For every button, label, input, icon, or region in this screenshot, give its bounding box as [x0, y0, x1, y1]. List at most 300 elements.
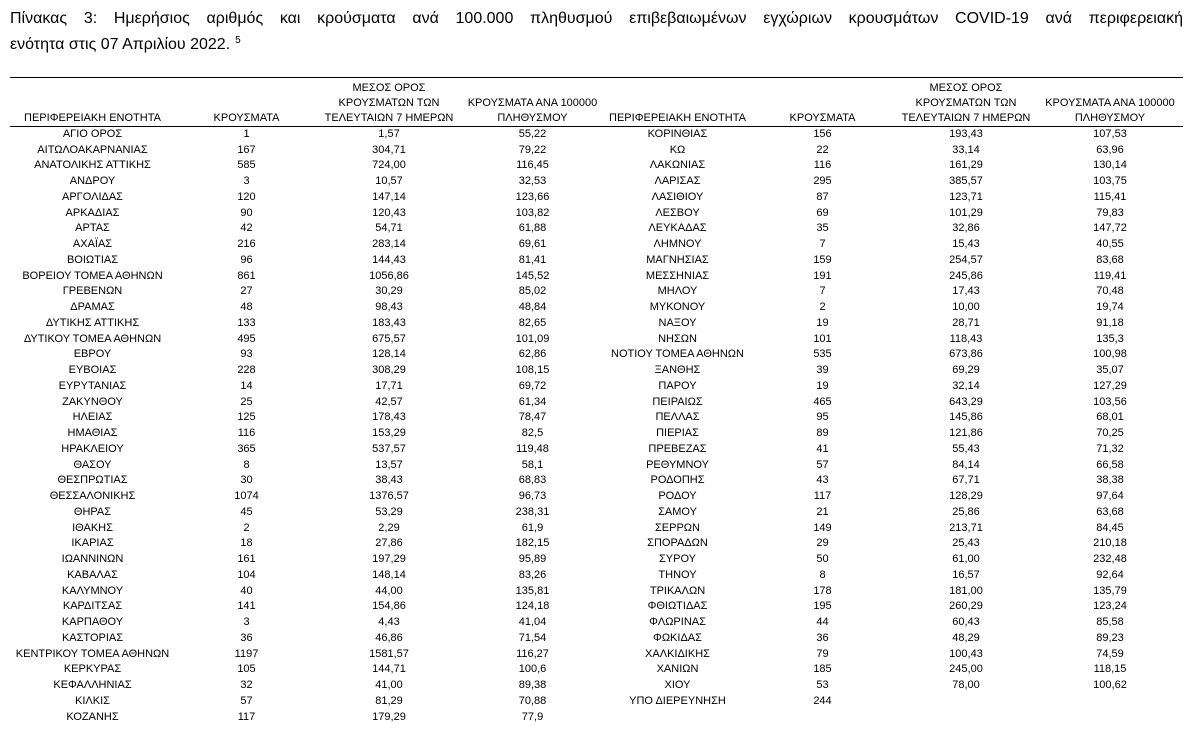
right-per100k-cell: 103,56 — [1093, 395, 1127, 408]
left-avg7-cell: 98,43 — [375, 301, 403, 314]
right-region-cell: ΡΟΔΟΥ — [658, 490, 697, 503]
left-region-cell: ΚΕΡΚΥΡΑΣ — [63, 663, 122, 676]
right-cases-cell: 8 — [819, 568, 826, 581]
left-avg7-cell: 183,43 — [372, 316, 406, 329]
left-avg7-cell: 128,14 — [372, 348, 406, 361]
right-per100k-cell: 123,24 — [1093, 600, 1127, 613]
left-avg7-cell: 178,43 — [372, 411, 406, 424]
table-row — [10, 662, 1183, 678]
left-per100k-cell: 69,61 — [518, 238, 547, 251]
table-row — [10, 174, 1183, 190]
right-region-cell: ΠΡΕΒΕΖΑΣ — [648, 442, 707, 455]
left-region-cell: ΙΚΑΡΙΑΣ — [71, 537, 114, 550]
right-per100k-cell: 107,53 — [1093, 128, 1127, 141]
right-per100k-cell: 35,07 — [1096, 364, 1124, 377]
right-avg7-cell: 78,00 — [952, 679, 980, 692]
right-avg7-cell: 69,29 — [952, 364, 980, 377]
right-avg7-cell: 145,86 — [949, 411, 983, 424]
left-per100k-cell: 89,38 — [518, 679, 547, 692]
right-region-cell: ΜΗΛΟΥ — [657, 285, 698, 298]
right-region-cell: ΞΑΝΘΗΣ — [654, 364, 701, 377]
right-avg7-cell: 55,43 — [952, 442, 980, 455]
right-per100k-cell: 38,38 — [1096, 474, 1124, 487]
right-header-per100k: ΚΡΟΥΣΜΑΤΑ ΑΝΑ 100000 ΠΛΗΘΥΣΜΟΥ — [1045, 97, 1175, 124]
left-region-cell: ΓΡΕΒΕΝΩΝ — [62, 285, 123, 298]
right-avg7-cell: 260,29 — [949, 600, 983, 613]
left-avg7-cell: 44,00 — [375, 584, 403, 597]
right-avg7-cell: 25,43 — [952, 537, 980, 550]
right-per100k-cell: 74,59 — [1096, 647, 1124, 660]
table-row — [10, 347, 1183, 363]
left-avg7-cell: 30,29 — [375, 285, 403, 298]
right-per100k-cell: 70,48 — [1096, 285, 1124, 298]
right-per100k-cell: 118,15 — [1093, 663, 1127, 676]
right-region-cell: ΡΕΘΥΜΝΟΥ — [646, 458, 709, 471]
table-row — [10, 379, 1183, 395]
right-region-cell: ΥΠΟ ΔΙΕΡΕΥΝΗΣΗ — [629, 694, 726, 707]
right-region-cell: ΚΟΡΙΝΘΙΑΣ — [647, 128, 708, 141]
right-per100k-cell: 135,79 — [1093, 584, 1127, 597]
left-per100k-cell: 101,09 — [515, 332, 550, 345]
left-cases-cell: 30 — [240, 474, 253, 487]
right-per100k-cell: 92,64 — [1096, 568, 1124, 581]
left-header-region: ΠΕΡΙΦΕΡΕΙΑΚΗ ΕΝΟΤΗΤΑ — [24, 112, 161, 124]
left-cases-cell: 48 — [240, 301, 253, 314]
left-per100k-cell: 61,88 — [518, 222, 547, 235]
right-per100k-cell: 100,62 — [1093, 679, 1127, 692]
right-region-cell: ΣΠΟΡΑΔΩΝ — [647, 537, 708, 550]
left-cases-cell: 3 — [243, 175, 250, 188]
left-per100k-cell: 116,45 — [516, 159, 549, 172]
left-avg7-cell: 724,00 — [372, 159, 406, 172]
caption-line-2: ενότητα στις 07 Απριλίου 2022. — [10, 36, 231, 53]
right-avg7-cell: 100,43 — [949, 647, 983, 660]
right-avg7-cell: 61,00 — [952, 553, 980, 566]
left-region-cell: ΒΟΡΕΙΟΥ ΤΟΜΕΑ ΑΘΗΝΩΝ — [22, 269, 163, 282]
left-per100k-cell: 77,9 — [521, 710, 544, 723]
left-avg7-cell: 308,29 — [372, 364, 406, 377]
left-cases-cell: 1074 — [234, 490, 259, 503]
right-per100k-cell: 83,68 — [1096, 253, 1124, 266]
left-region-cell: ΘΕΣΠΡΩΤΙΑΣ — [57, 474, 128, 487]
table-row — [10, 694, 1183, 710]
right-cases-cell: 191 — [813, 269, 832, 282]
left-region-cell: ΕΥΡΥΤΑΝΙΑΣ — [58, 379, 127, 392]
right-per100k-cell: 79,83 — [1096, 206, 1124, 219]
table-row — [10, 394, 1183, 410]
left-avg7-cell: 283,14 — [372, 238, 406, 251]
right-region-cell: ΛΕΣΒΟΥ — [655, 206, 700, 219]
right-region-cell: ΛΑΚΩΝΙΑΣ — [649, 159, 706, 172]
right-per100k-cell — [1037, 694, 1183, 710]
left-per100k-cell: 71,54 — [518, 631, 547, 644]
left-cases-cell: 105 — [237, 663, 256, 676]
right-avg7-cell: 121,86 — [949, 427, 983, 440]
right-region-cell: ΠΑΡΟΥ — [658, 379, 697, 392]
left-per100k-cell: 41,04 — [518, 616, 547, 629]
left-per100k-cell: 123,66 — [515, 190, 550, 203]
right-per100k-cell: 103,75 — [1093, 175, 1127, 188]
left-cases-cell: 96 — [240, 253, 253, 266]
table-body — [10, 127, 1183, 726]
right-avg7-cell: 60,43 — [952, 616, 980, 629]
right-avg7-cell: 118,43 — [949, 332, 983, 345]
right-avg7-cell — [895, 694, 1037, 710]
right-region-cell: ΜΕΣΣΗΝΙΑΣ — [645, 269, 710, 282]
footnote-reference: 5 — [235, 34, 241, 46]
table-row — [10, 568, 1183, 584]
right-avg7-cell: 10,00 — [952, 301, 980, 314]
left-per100k-cell: 238,31 — [515, 505, 550, 518]
right-per100k-cell: 85,58 — [1096, 616, 1124, 629]
left-cases-cell: 36 — [240, 631, 253, 644]
table-row — [10, 253, 1183, 269]
right-avg7-cell: 245,00 — [949, 663, 983, 676]
right-per100k-cell: 40,55 — [1096, 238, 1124, 251]
right-avg7-cell: 101,29 — [949, 206, 983, 219]
right-per100k-cell: 147,72 — [1093, 222, 1127, 235]
right-cases-cell: 2 — [819, 301, 826, 314]
left-cases-cell: 32 — [240, 679, 253, 692]
left-region-cell: ΖΑΚΥΝΘΟΥ — [62, 395, 123, 408]
right-cases-cell: 89 — [816, 427, 829, 440]
left-region-cell: ΑΧΑΪΑΣ — [72, 238, 113, 251]
right-region-cell: ΠΕΛΛΑΣ — [655, 411, 700, 424]
right-avg7-cell: 213,71 — [949, 521, 983, 534]
left-per100k-cell: 32,53 — [518, 175, 547, 188]
right-per100k-cell: 119,41 — [1093, 269, 1127, 282]
left-region-cell: ΑΝΑΤΟΛΙΚΗΣ ΑΤΤΙΚΗΣ — [34, 159, 151, 172]
left-region-cell: ΚΙΛΚΙΣ — [75, 694, 110, 707]
left-avg7-cell: 120,43 — [372, 206, 406, 219]
left-per100k-cell: 62,86 — [518, 348, 547, 361]
table-row — [10, 457, 1183, 473]
left-per100k-cell: 100,6 — [518, 663, 547, 676]
left-per100k-cell: 108,15 — [515, 364, 550, 377]
left-cases-cell: 228 — [237, 364, 256, 377]
right-per100k-cell: 89,23 — [1096, 631, 1124, 644]
right-region-cell: ΠΕΙΡΑΙΩΣ — [652, 395, 703, 408]
right-avg7-cell: 181,00 — [949, 584, 983, 597]
left-cases-cell: 495 — [237, 332, 256, 345]
right-region-cell: ΛΑΡΙΣΑΣ — [654, 175, 701, 188]
left-region-cell: ΙΩΑΝΝΙΝΩΝ — [61, 553, 124, 566]
left-avg7-cell: 53,29 — [375, 505, 403, 518]
right-avg7-cell: 15,43 — [952, 238, 980, 251]
left-cases-cell: 365 — [237, 442, 256, 455]
left-region-cell: ΔΥΤΙΚΗΣ ΑΤΤΙΚΗΣ — [45, 316, 140, 329]
left-cases-cell: 133 — [237, 316, 256, 329]
left-per100k-cell: 83,26 — [518, 568, 547, 581]
table-row — [10, 709, 1183, 725]
left-cases-cell: 167 — [237, 143, 256, 156]
right-region-cell: ΤΡΙΚΑΛΩΝ — [649, 584, 706, 597]
left-region-cell: ΗΡΑΚΛΕΙΟΥ — [61, 442, 124, 455]
right-per100k-cell: 71,32 — [1096, 442, 1124, 455]
left-cases-cell: 14 — [240, 379, 253, 392]
right-avg7-cell: 32,86 — [952, 222, 980, 235]
table-row — [10, 205, 1183, 221]
right-per100k-cell: 91,18 — [1096, 316, 1124, 329]
right-avg7-cell: 17,43 — [952, 285, 980, 298]
left-per100k-cell: 182,15 — [515, 537, 550, 550]
left-avg7-cell: 144,43 — [372, 253, 406, 266]
right-avg7-cell: 643,29 — [949, 395, 983, 408]
right-cases-cell: 7 — [819, 238, 826, 251]
right-header-avg7: ΜΕΣΟΣ ΟΡΟΣ ΚΡΟΥΣΜΑΤΩΝ ΤΩΝ ΤΕΛΕΥΤΑΙΩΝ 7 ΗΜΕΡΩΝ — [901, 82, 1031, 124]
left-per100k-cell: 61,34 — [518, 395, 547, 408]
left-per100k-cell: 96,73 — [518, 490, 547, 503]
left-avg7-cell: 46,86 — [375, 631, 403, 644]
left-avg7-cell: 1376,57 — [369, 490, 409, 503]
left-per100k-cell: 135,81 — [515, 584, 550, 597]
table-row — [10, 142, 1183, 158]
right-per100k-cell: 68,01 — [1096, 411, 1124, 424]
left-header-cases: ΚΡΟΥΣΜΑΤΑ — [213, 112, 280, 124]
right-cases-cell: 57 — [816, 458, 829, 471]
right-cases-cell: 35 — [816, 222, 829, 235]
table-row — [10, 599, 1183, 615]
left-per100k-cell: 78,47 — [518, 411, 547, 424]
right-cases-cell: 149 — [813, 521, 832, 534]
right-avg7-cell: 84,14 — [952, 458, 980, 471]
right-cases-cell: 44 — [816, 616, 829, 629]
table-row — [10, 237, 1183, 253]
right-cases-cell: 29 — [816, 537, 829, 550]
left-cases-cell: 216 — [237, 238, 256, 251]
right-cases-cell: 185 — [813, 663, 832, 676]
left-avg7-cell: 153,29 — [372, 427, 406, 440]
right-cases-cell: 117 — [813, 490, 832, 503]
left-region-cell: ΘΑΣΟΥ — [73, 458, 112, 471]
left-cases-cell: 1 — [243, 128, 250, 141]
right-cases-cell: 50 — [816, 553, 829, 566]
left-per100k-cell: 85,02 — [518, 285, 547, 298]
left-region-cell: ΑΓΙΟ ΟΡΟΣ — [62, 128, 123, 141]
right-cases-cell: 43 — [816, 474, 829, 487]
right-cases-cell: 87 — [816, 190, 829, 203]
left-cases-cell: 93 — [240, 348, 253, 361]
right-region-cell: ΣΑΜΟΥ — [658, 505, 697, 518]
left-per100k-cell: 103,82 — [515, 206, 550, 219]
left-cases-cell: 585 — [237, 159, 256, 172]
left-cases-cell: 161 — [237, 553, 256, 566]
right-cases-cell: 101 — [813, 332, 832, 345]
right-cases-cell: 36 — [816, 631, 829, 644]
right-avg7-cell: 123,71 — [949, 190, 983, 203]
table-row — [10, 127, 1183, 143]
right-avg7-cell: 161,29 — [949, 159, 983, 172]
right-cases-cell: 19 — [816, 379, 829, 392]
right-cases-cell: 69 — [816, 206, 829, 219]
left-per100k-cell: 55,22 — [518, 128, 547, 141]
table-row — [10, 268, 1183, 284]
left-region-cell: ΗΜΑΘΙΑΣ — [67, 427, 118, 440]
right-cases-cell: 53 — [816, 679, 829, 692]
right-cases-cell: 535 — [813, 348, 832, 361]
left-avg7-cell: 179,29 — [372, 710, 406, 723]
left-cases-cell: 125 — [237, 411, 256, 424]
table-row — [10, 520, 1183, 536]
left-cases-cell: 40 — [240, 584, 253, 597]
right-region-cell: ΝΟΤΙΟΥ ΤΟΜΕΑ ΑΘΗΝΩΝ — [611, 348, 744, 361]
right-per100k-cell: 63,96 — [1096, 143, 1124, 156]
right-cases-cell: 39 — [816, 364, 829, 377]
right-per100k-cell: 70,25 — [1096, 427, 1124, 440]
left-cases-cell: 42 — [240, 222, 253, 235]
left-cases-cell: 861 — [237, 269, 256, 282]
left-avg7-cell: 10,57 — [375, 175, 403, 188]
left-cases-cell: 2 — [243, 521, 250, 534]
right-avg7-cell: 28,71 — [952, 316, 980, 329]
caption-line-1: Πίνακας 3: Ημερήσιος αριθμός και κρούσματα ανά 100.000 πληθυσμού επιβεβαιωμένων εγχώριων κρουσμάτων COVID-19 ανά περιφερειακή — [10, 10, 1183, 27]
table-row — [10, 363, 1183, 379]
left-per100k-cell: 48,84 — [518, 301, 547, 314]
left-cases-cell: 116 — [237, 427, 256, 440]
table-row — [10, 300, 1183, 316]
right-per100k-cell: 115,41 — [1093, 190, 1127, 203]
left-cases-cell: 1197 — [234, 647, 259, 660]
right-avg7-cell: 67,71 — [952, 474, 980, 487]
left-avg7-cell: 154,86 — [372, 600, 406, 613]
right-per100k-cell: 135,3 — [1096, 332, 1124, 345]
right-region-cell: ΦΛΩΡΙΝΑΣ — [649, 616, 706, 629]
table-row — [10, 284, 1183, 300]
table-row — [10, 631, 1183, 647]
left-region-cell: ΑΙΤΩΛΟΑΚΑΡΝΑΝΙΑΣ — [37, 143, 148, 156]
caption-line-2-wrapper — [10, 32, 1183, 58]
right-region-cell: ΣΥΡΟΥ — [658, 553, 696, 566]
left-avg7-cell: 148,14 — [372, 568, 406, 581]
right-cases-cell: 295 — [813, 175, 832, 188]
table-row — [10, 489, 1183, 505]
table-row — [10, 158, 1183, 174]
left-per100k-cell: 82,65 — [518, 316, 547, 329]
right-avg7-cell: 32,14 — [952, 379, 980, 392]
left-region-cell: ΕΥΒΟΙΑΣ — [68, 364, 117, 377]
right-region-cell: ΝΗΣΩΝ — [658, 332, 697, 345]
left-cases-cell: 117 — [237, 710, 256, 723]
table-row — [10, 473, 1183, 489]
left-region-cell: ΚΑΡΠΑΘΟΥ — [61, 616, 124, 629]
right-per100k-cell: 97,64 — [1096, 490, 1124, 503]
left-cases-cell: 27 — [240, 285, 253, 298]
left-region-cell: ΑΡΓΟΛΙΔΑΣ — [62, 190, 123, 203]
right-cases-cell: 41 — [816, 442, 829, 455]
right-region-cell: ΧΙΟΥ — [664, 679, 691, 692]
left-per100k-cell: 145,52 — [515, 269, 550, 282]
left-avg7-cell: 2,29 — [378, 521, 400, 534]
right-cases-cell: 19 — [816, 316, 829, 329]
right-cases-cell: 21 — [816, 505, 829, 518]
right-header-cases: ΚΡΟΥΣΜΑΤΑ — [789, 112, 856, 124]
right-per100k-cell: 84,45 — [1096, 521, 1124, 534]
right-avg7-cell: 25,86 — [952, 505, 980, 518]
left-avg7-cell: 27,86 — [375, 537, 403, 550]
left-cases-cell: 57 — [240, 694, 253, 707]
right-per100k-cell: 232,48 — [1093, 553, 1127, 566]
left-cases-cell: 90 — [240, 206, 253, 219]
right-per100k-cell: 66,58 — [1096, 458, 1124, 471]
right-avg7-cell: 673,86 — [949, 348, 983, 361]
left-region-cell: ΚΑΡΔΙΤΣΑΣ — [62, 600, 123, 613]
right-header-region: ΠΕΡΙΦΕΡΕΙΑΚΗ ΕΝΟΤΗΤΑ — [609, 112, 746, 124]
left-region-cell: ΚΕΝΤΡΙΚΟΥ ΤΟΜΕΑ ΑΘΗΝΩΝ — [15, 647, 170, 660]
table-row — [10, 552, 1183, 568]
right-per100k-cell: 127,29 — [1093, 379, 1127, 392]
right-cases-cell: 195 — [813, 600, 832, 613]
left-cases-cell: 120 — [237, 190, 256, 203]
right-per100k-cell — [1037, 709, 1183, 725]
right-region-cell: ΜΥΚΟΝΟΥ — [649, 301, 706, 314]
table-row — [10, 678, 1183, 694]
left-cases-cell: 45 — [240, 505, 253, 518]
right-region-cell: ΦΩΚΙΔΑΣ — [653, 631, 702, 644]
right-cases-cell: 7 — [819, 285, 826, 298]
left-avg7-cell: 675,57 — [372, 332, 406, 345]
left-avg7-cell: 54,71 — [375, 222, 403, 235]
right-per100k-cell: 210,18 — [1093, 537, 1127, 550]
left-avg7-cell: 144,71 — [372, 663, 406, 676]
table-row — [10, 190, 1183, 206]
left-region-cell: ΘΕΣΣΑΛΟΝΙΚΗΣ — [49, 490, 136, 503]
left-per100k-cell: 79,22 — [518, 143, 547, 156]
right-region-cell: ΠΙΕΡΙΑΣ — [656, 427, 699, 440]
table-row — [10, 646, 1183, 662]
right-cases-cell: 22 — [816, 143, 829, 156]
right-region-cell: ΣΕΡΡΩΝ — [655, 521, 700, 534]
right-per100k-cell: 19,74 — [1096, 301, 1124, 314]
left-avg7-cell: 197,29 — [372, 553, 406, 566]
right-region-cell: ΚΩ — [669, 143, 686, 156]
right-avg7-cell: 48,29 — [952, 631, 980, 644]
table-caption — [10, 6, 1183, 58]
left-per100k-cell: 119,48 — [516, 442, 549, 455]
cases-by-regional-unit-table — [10, 77, 1183, 725]
right-cases-cell: 79 — [816, 647, 829, 660]
left-per100k-cell: 82,5 — [521, 427, 544, 440]
left-avg7-cell: 4,43 — [378, 616, 400, 629]
right-avg7-cell: 128,29 — [949, 490, 983, 503]
left-per100k-cell: 61,9 — [521, 521, 544, 534]
left-region-cell: ΚΑΛΥΜΝΟΥ — [61, 584, 124, 597]
right-region-cell: ΜΑΓΝΗΣΙΑΣ — [646, 253, 709, 266]
right-avg7-cell: 254,57 — [949, 253, 983, 266]
right-cases-cell: 244 — [813, 694, 832, 707]
right-cases-cell: 156 — [813, 128, 832, 141]
right-per100k-cell: 130,14 — [1093, 159, 1127, 172]
right-cases-cell — [750, 709, 895, 725]
left-per100k-cell: 124,18 — [515, 600, 550, 613]
right-avg7-cell: 33,14 — [952, 143, 980, 156]
left-per100k-cell: 58,1 — [521, 458, 544, 471]
table-row — [10, 221, 1183, 237]
left-header-avg7: ΜΕΣΟΣ ΟΡΟΣ ΚΡΟΥΣΜΑΤΩΝ ΤΩΝ ΤΕΛΕΥΤΑΙΩΝ 7 ΗΜΕΡΩΝ — [324, 82, 454, 124]
right-avg7-cell — [895, 709, 1037, 725]
left-avg7-cell: 13,57 — [375, 458, 403, 471]
left-avg7-cell: 1581,57 — [369, 647, 409, 660]
right-cases-cell: 465 — [813, 395, 832, 408]
left-avg7-cell: 42,57 — [375, 395, 403, 408]
right-per100k-cell: 100,98 — [1093, 348, 1127, 361]
table-row — [10, 583, 1183, 599]
left-per100k-cell: 81,41 — [518, 253, 547, 266]
right-cases-cell: 95 — [816, 411, 829, 424]
right-region-cell: ΛΕΥΚΑΔΑΣ — [648, 222, 707, 235]
table-row — [10, 536, 1183, 552]
left-region-cell: ΘΗΡΑΣ — [73, 505, 112, 518]
left-per100k-cell: 95,89 — [518, 553, 547, 566]
